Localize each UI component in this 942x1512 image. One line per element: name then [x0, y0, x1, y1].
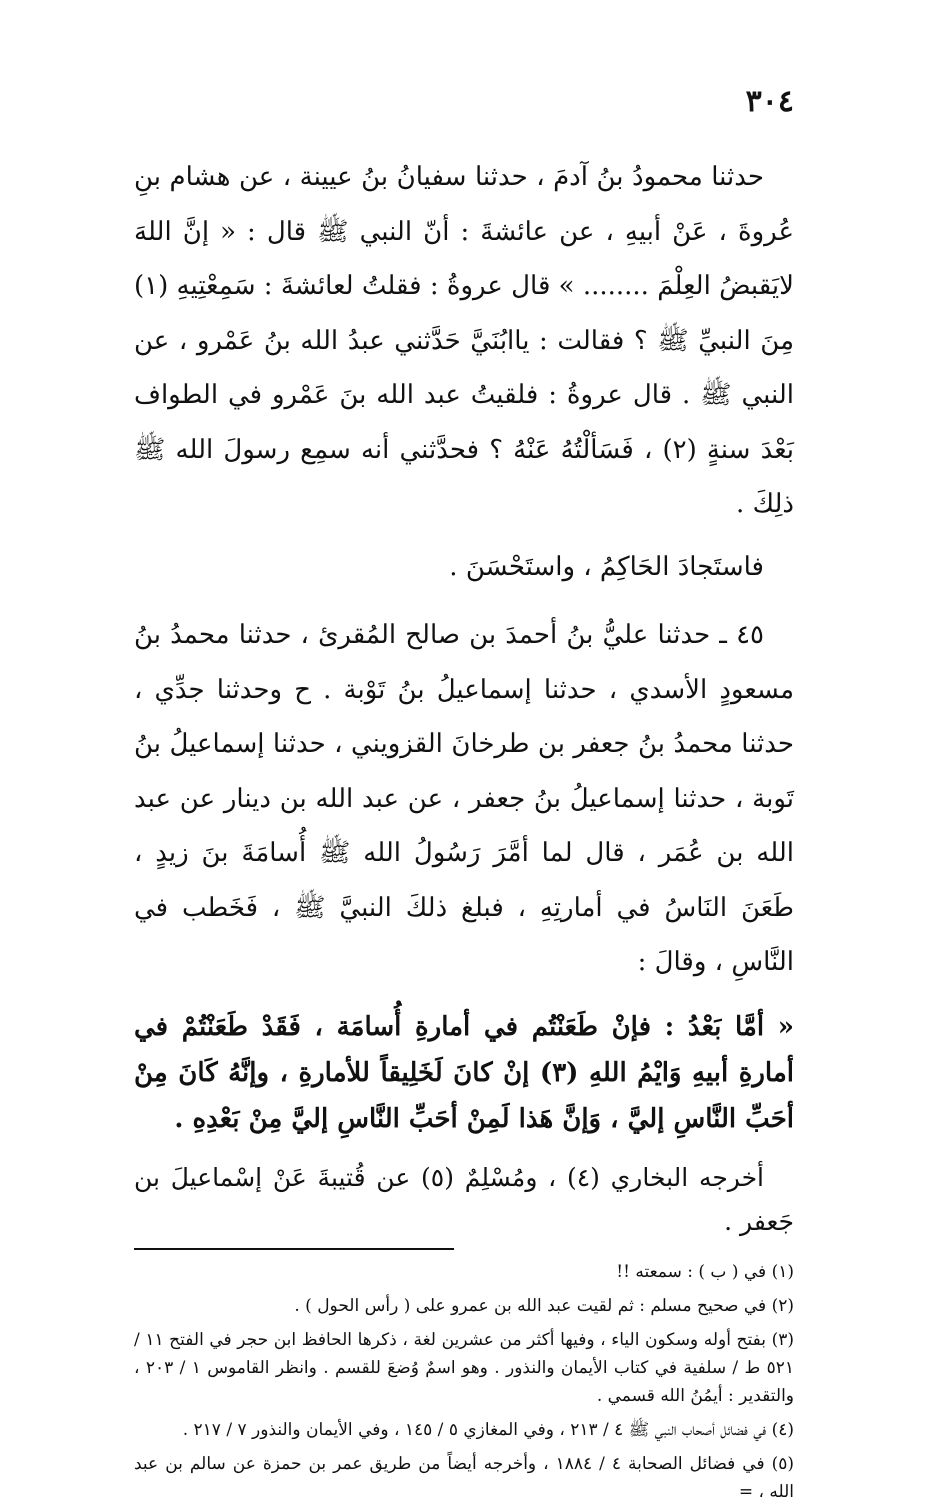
footnotes: [134, 1258, 794, 1506]
footnote-3: (٣) بفتح أوله وسكون الياء ، وفيها أكثر من عشرين لغة ، ذكرها الحافظ ابن حجر في الفتح ١١ / ٥٢١ ط / سلفية في كتاب الأيمان والنذور . وهو اسمٌ وُضعَ للقسم . وانظر القاموس ١ / ٢٠٣ ، والتقدير : أيمُنُ الله قسمي .: [134, 1329, 794, 1406]
footnote-separator-wrap: [134, 1244, 794, 1256]
footnote-separator: [134, 1248, 454, 1250]
footnote-4: (٤) في فضائل أصحاب النبي ﷺ ٤ / ٢١٣ ، وفي المغازي ٥ / ١٤٥ ، وفي الأيمان والنذور ٧ / ٢١٧ .: [182, 1419, 794, 1440]
paragraph-hakim-comment: فاستَجادَ الحَاكِمُ ، واستَحْسَنَ .: [449, 551, 764, 582]
paragraph-hadith-ilm: حدثنا محمودُ بنُ آدمَ ، حدثنا سفيانُ بنُ عيينة ، عن هشام بنِ عُروةَ ، عَنْ أبيهِ ، عن عائشةَ : أنّ النبي ﷺ قال : « إنَّ اللهَ لايَقبضُ العِلْمَ ........ » قال عروةُ : فقلتُ لعائشةَ : سَمِعْتِيهِ (١) مِنَ النبيِّ ﷺ ؟ فقالت : ياابُنَيَّ حَدَّثني عبدُ الله بنُ عَمْرو ، عن النبي ﷺ . قال عروةُ : فلقيتُ عبد الله بنَ عَمْرو في الطواف بَعْدَ سنةٍ (٢) ، فَسَألْتُهُ عَنْهُ ؟ فحدَّثني أنه سمِع رسولَ الله ﷺ ذلِكَ .: [134, 162, 794, 519]
page-body: [134, 150, 794, 1512]
page-number: ٣٠٤: [745, 84, 794, 119]
footnote-1: (١) في ( ب ) : سمعته !!: [616, 1261, 794, 1282]
paragraph-hadith-45-isnad: ٤٥ ـ حدثنا عليُّ بنُ أحمدَ بن صالح المُقرئ ، حدثنا محمدُ بنُ مسعودٍ الأسدي ، حدثنا إسماعيلُ بنُ تَوْبة . ح وحدثنا جدِّي ، حدثنا محمدُ بنُ جعفر بن طرخانَ القزويني ، حدثنا إسماعيلُ بنُ تَوبة ، حدثنا إسماعيلُ بنُ جعفر ، عن عبد الله بن دينار عن عبد الله بن عُمَر ، قال لما أمَّرَ رَسُولُ الله ﷺ أُسامَةَ بنَ زيدٍ ، طَعَنَ النَاسُ في أمارتِهِ ، فبلغ ذلكَ النبيَّ ﷺ ، فَخَطب في النَّاسِ ، وقالَ :: [134, 620, 794, 977]
takhrij-line: أخرجه البخاري (٤) ، ومُسْلِمٌ (٥) عن قُتيبةَ عَنْ إسْماعيلَ بن جَعفر .: [134, 1162, 794, 1236]
hadith-text-bold: « أمَّا بَعْدُ : فإنْ طَعَنْتُم في أمارةِ أُسامَة ، فَقَدْ طَعَنْتُمْ في أمارةِ أبيهِ وَايْمُ اللهِ (٣) إنْ كانَ لَخَلِيقاً للأمارةِ ، وإنَّهُ كَانَ مِنْ أحَبِّ النَّاسِ إليَّ ، وَإنَّ هَذا لَمِنْ أحَبِّ النَّاسِ إليَّ مِنْ بَعْدِهِ .: [134, 1011, 794, 1134]
footnote-5: (٥) في فضائل الصحابة ٤ / ١٨٨٤ ، وأخرجه أيضاً من طريق عمر بن حمزة عن سالم بن عبد الله ، =: [134, 1453, 794, 1502]
footnote-2: (٢) في صحيح مسلم : ثم لقيت عبد الله بن عمرو على ( رأس الحول ) .: [294, 1295, 794, 1316]
